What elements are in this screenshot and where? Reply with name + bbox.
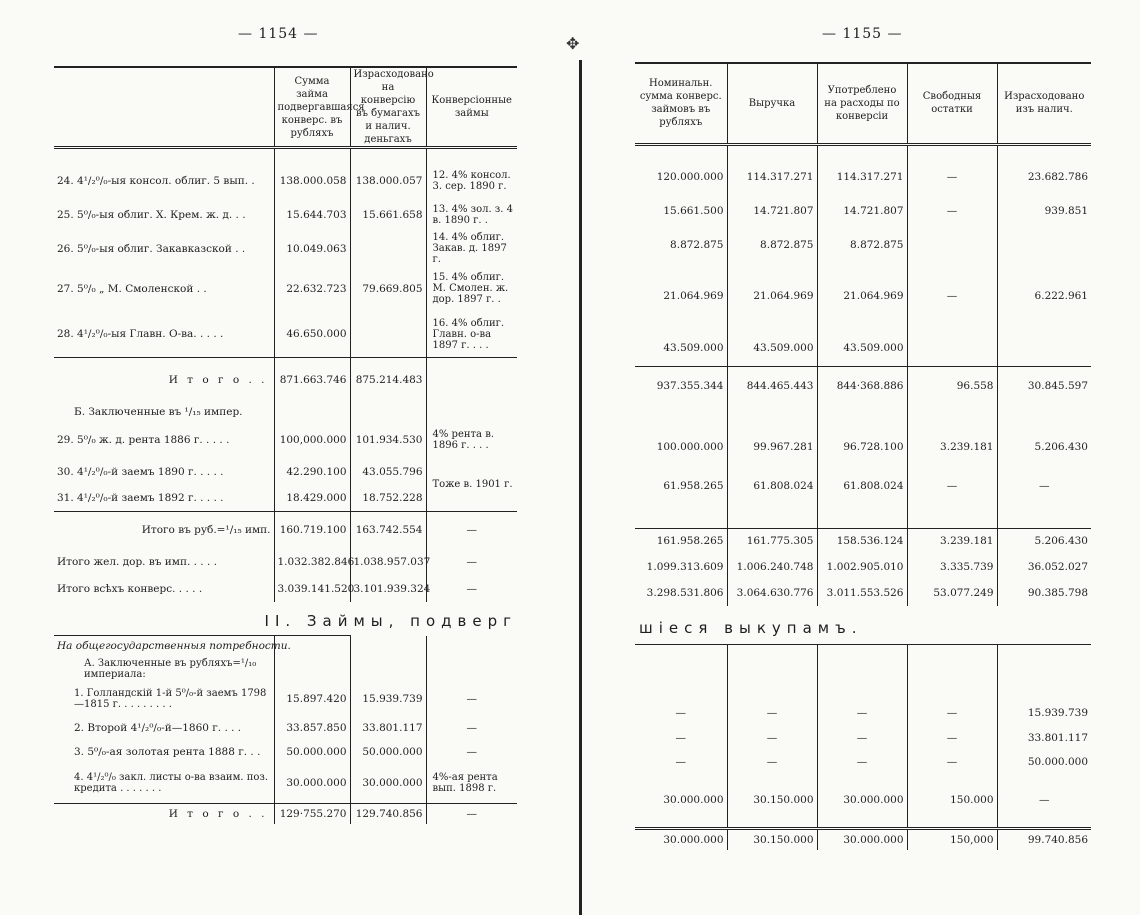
row-spent: 79.669.805 [350, 266, 426, 312]
section-a-title: А. Заключенные въ рубляхъ=¹/₁₀ империала: [84, 657, 257, 680]
cell-proceeds: 30.150.000 [727, 774, 817, 828]
table-row [54, 764, 517, 804]
right-header-1: Выручка [727, 63, 817, 144]
cell-proceeds: 61.808.024 [727, 468, 817, 504]
cell-proceeds: — [727, 750, 817, 774]
cell-used: 30.000.000 [817, 828, 907, 850]
total-conv: — [426, 804, 517, 824]
cell-nominal: 43.509.000 [663, 341, 724, 354]
total-amount: 3.039.141.520 [274, 576, 350, 602]
row-amount: 100,000.000 [274, 422, 350, 458]
table-row [54, 716, 517, 740]
table-row [635, 228, 1091, 262]
row-conv: 16. 4% облиг. Главн. о-ва 1897 г. . . . [426, 312, 517, 358]
cell-used: 8.872.875 [817, 228, 907, 262]
section-heading-right: шіеся выкупамъ. [639, 618, 863, 637]
section-subtitle: На общегосударственныя потребности. [54, 636, 274, 656]
row-amount: 42.290.100 [274, 458, 350, 486]
cell-free: 53.077.249 [907, 580, 997, 606]
cell-nominal: 3.298.531.806 [646, 587, 724, 599]
row-conv: 14. 4% облиг. Закав. д. 1897 г. [426, 232, 517, 266]
cell-cash: — [997, 468, 1091, 504]
cell-proceeds: 3.064.630.776 [727, 580, 817, 606]
table-row [54, 266, 517, 312]
cell-cash: 30.845.597 [997, 366, 1091, 406]
right-header-3: Свободныя остатки [907, 63, 997, 144]
cell-used: 844·368.886 [817, 366, 907, 406]
page-number-left: — 1154 — [238, 26, 319, 42]
book-spine [579, 60, 582, 915]
row-spent [350, 232, 426, 266]
cell-cash: 50.000.000 [997, 750, 1091, 774]
table-row [54, 422, 517, 458]
table-row [635, 330, 1091, 366]
left-header-0 [54, 67, 274, 148]
row-amount: 22.632.723 [274, 266, 350, 312]
cell-cash: 36.052.027 [997, 554, 1091, 580]
row-spent [350, 312, 426, 358]
total-row [635, 366, 1091, 406]
cell-used: 30.000.000 [817, 774, 907, 828]
cell-cash: 15.939.739 [997, 700, 1091, 726]
cell-nominal: 15.661.500 [663, 205, 724, 217]
cell-free [907, 330, 997, 366]
total-label: И т о г о . . [54, 804, 274, 824]
total-amount: 129·755.270 [274, 804, 350, 824]
row-spent: 15.939.739 [350, 682, 426, 716]
page-number-right: — 1155 — [822, 26, 903, 42]
row-spent: 18.752.228 [350, 486, 426, 512]
cell-used: 14.721.807 [817, 194, 907, 228]
row-label: 24. 4¹/₂⁰/₀-ыя консол. облиг. 5 вып. . [57, 174, 255, 187]
row-spent: 101.934.530 [350, 422, 426, 458]
cell-used: 43.509.000 [817, 330, 907, 366]
row-spent: 50.000.000 [350, 740, 426, 764]
row-label: 29. 5⁰/₀ ж. д. рента 1886 г. . . . . [57, 433, 230, 446]
spine-ornament-icon: ✥ [566, 34, 580, 53]
cell-free: — [907, 726, 997, 750]
total-row [635, 554, 1091, 580]
total-spent: 875.214.483 [350, 358, 426, 402]
row-label: 30. 4¹/₂⁰/₀-й заемъ 1890 г. . . . . [57, 465, 224, 478]
cell-free: 3.335.739 [907, 554, 997, 580]
row-label: 1. Голландскій 1-й 5⁰/₀-й заемъ 1798—1815 г. . . . . . . . . [74, 687, 267, 710]
cell-cash: 939.851 [997, 194, 1091, 228]
row-amount: 50.000.000 [274, 740, 350, 764]
table-row [635, 774, 1091, 828]
total-row [635, 580, 1091, 606]
cell-proceeds: 21.064.969 [727, 262, 817, 330]
cell-free: — [907, 160, 997, 194]
table-row [635, 262, 1091, 330]
total-label: И т о г о . . [54, 358, 274, 402]
total-conv: — [426, 576, 517, 602]
row-conv: Тоже в. 1901 г. [426, 458, 517, 512]
cell-cash: — [997, 774, 1091, 828]
cell-nominal: — [675, 707, 686, 719]
cell-nominal: — [675, 732, 686, 744]
right-header-2: Употреблено на расходы по конверсіи [817, 63, 907, 144]
cell-proceeds: — [727, 726, 817, 750]
left-header-1: Сумма займа подвергавшаяся конверс. въ рубляхъ [274, 67, 350, 148]
cell-free: 3.239.181 [907, 426, 997, 468]
cell-used: 3.011.553.526 [817, 580, 907, 606]
total-amount: 160.719.100 [274, 512, 350, 548]
table-row [635, 750, 1091, 774]
row-conv: 13. 4% зол. з. 4 в. 1890 г. . [426, 198, 517, 232]
cell-proceeds: 161.775.305 [727, 528, 817, 554]
table-row [54, 164, 517, 198]
table-row [54, 232, 517, 266]
table-row [54, 458, 517, 486]
cell-nominal: — [675, 756, 686, 768]
total-row [54, 576, 517, 602]
cell-nominal: 161.958.265 [635, 528, 727, 554]
cell-free: — [907, 262, 997, 330]
cell-proceeds: 8.872.875 [727, 228, 817, 262]
cell-nominal: 21.064.969 [663, 290, 724, 302]
cell-nominal: 120.000.000 [656, 171, 724, 183]
cell-proceeds: 114.317.271 [727, 160, 817, 194]
row-label: 25. 5⁰/₀-ыя облиг. Х. Крем. ж. д. . . [57, 208, 246, 221]
cell-used: 21.064.969 [817, 262, 907, 330]
row-conv: 4% рента в. 1896 г. . . . [426, 422, 517, 458]
total-spent: 129.740.856 [350, 804, 426, 824]
cell-used: 96.728.100 [817, 426, 907, 468]
cell-cash: 6.222.961 [997, 262, 1091, 330]
cell-free: 3.239.181 [907, 528, 997, 554]
cell-cash: 33.801.117 [997, 726, 1091, 750]
cell-used: — [817, 726, 907, 750]
total-row [54, 512, 517, 548]
cell-used: 1.002.905.010 [817, 554, 907, 580]
total-spent: 1.038.957.037 [350, 548, 426, 576]
cell-nominal: 30.000.000 [663, 794, 724, 807]
cell-used: — [817, 750, 907, 774]
cell-free [907, 228, 997, 262]
row-conv: — [426, 740, 517, 764]
total-conv: — [426, 512, 517, 548]
cell-used: — [817, 700, 907, 726]
row-conv: 12. 4% консол. 3. сер. 1890 г. [426, 164, 517, 198]
total-conv [426, 358, 517, 402]
row-amount: 15.897.420 [274, 682, 350, 716]
cell-proceeds: — [727, 700, 817, 726]
table-row [635, 726, 1091, 750]
table-row [54, 740, 517, 764]
table-row [54, 198, 517, 232]
cell-used: 114.317.271 [817, 160, 907, 194]
total-label: Итого въ руб.=¹/₁₅ имп. [54, 512, 274, 548]
row-label: 2. Второй 4¹/₂⁰/₀-й—1860 г. . . . [74, 721, 242, 734]
row-spent: 43.055.796 [350, 458, 426, 486]
right-table [635, 62, 1091, 850]
row-spent: 30.000.000 [350, 764, 426, 804]
row-amount: 10.049.063 [274, 232, 350, 266]
cell-used: 61.808.024 [817, 468, 907, 504]
cell-proceeds: 43.509.000 [727, 330, 817, 366]
row-label: 28. 4¹/₂⁰/₀-ыя Главн. О-ва. . . . . [57, 328, 224, 341]
row-label: 31. 4¹/₂⁰/₀-й заемъ 1892 г. . . . . [57, 492, 224, 505]
row-spent: 33.801.117 [350, 716, 426, 740]
cell-free: — [907, 750, 997, 774]
cell-free: — [907, 700, 997, 726]
cell-free: 150,000 [907, 828, 997, 850]
cell-cash: 99.740.856 [997, 828, 1091, 850]
row-amount: 46.650.000 [274, 312, 350, 358]
row-label: 4. 4¹/₂⁰/₀ закл. листы о-ва взаим. поз. кредита . . . . . . . [74, 772, 269, 795]
table-row [635, 700, 1091, 726]
cell-nominal: 937.355.344 [635, 366, 727, 406]
right-header-4: Израсходовано изъ налич. [997, 63, 1091, 144]
cell-cash [997, 330, 1091, 366]
row-spent: 138.000.057 [350, 164, 426, 198]
row-conv: 15. 4% облиг. М. Смолен. ж. дор. 1897 г. . [426, 266, 517, 312]
left-table [54, 66, 517, 824]
total-spent: 3.101.939.324 [350, 576, 426, 602]
section-heading-left: II. Займы, подверг [264, 612, 517, 631]
cell-nominal: 61.958.265 [663, 480, 724, 492]
left-page [0, 0, 565, 915]
total-conv: — [426, 548, 517, 576]
cell-proceeds: 14.721.807 [727, 194, 817, 228]
table-row [635, 426, 1091, 468]
total-row [54, 548, 517, 576]
left-header-3: Конверсіонные займы [426, 67, 517, 148]
cell-nominal: 8.872.875 [670, 239, 724, 251]
cell-cash: 23.682.786 [997, 160, 1091, 194]
row-conv: — [426, 682, 517, 716]
row-amount: 30.000.000 [274, 764, 350, 804]
right-page [590, 0, 1140, 915]
cell-proceeds: 99.967.281 [727, 426, 817, 468]
cell-free: 150.000 [907, 774, 997, 828]
cell-proceeds: 30.150.000 [727, 828, 817, 850]
cell-proceeds: 1.006.240.748 [727, 554, 817, 580]
row-label: 26. 5⁰/₀-ыя облиг. Закавказской . . [57, 242, 246, 255]
total-spent: 163.742.554 [350, 512, 426, 548]
right-header-0: Номинальн. сумма конверс. займовъ въ рубляхъ [635, 63, 727, 144]
cell-free: — [907, 194, 997, 228]
row-conv: 4%-ая рента вып. 1898 г. [426, 764, 517, 804]
row-label: 3. 5⁰/₀-ая золотая рента 1888 г. . . [74, 745, 261, 758]
section-b-title: Б. Заключенные въ ¹/₁₅ импер. [74, 405, 243, 418]
total-row [54, 358, 517, 402]
table-row [54, 312, 517, 358]
cell-cash: 90.385.798 [997, 580, 1091, 606]
cell-nominal: 30.000.000 [635, 828, 727, 850]
row-amount: 33.857.850 [274, 716, 350, 740]
table-row [635, 194, 1091, 228]
table-row [635, 468, 1091, 504]
row-conv: — [426, 716, 517, 740]
cell-free: 96.558 [907, 366, 997, 406]
table-row [635, 160, 1091, 194]
row-amount: 15.644.703 [274, 198, 350, 232]
table-row [54, 682, 517, 716]
total-amount: 1.032.382.846 [274, 548, 350, 576]
left-header-2: Израсходовано на конверсію въ бумагахъ и налич. деньгахъ [350, 67, 426, 148]
cell-nominal: 100.000.000 [656, 441, 724, 453]
cell-cash: 5.206.430 [997, 528, 1091, 554]
row-spent: 15.661.658 [350, 198, 426, 232]
cell-proceeds: 844.465.443 [727, 366, 817, 406]
total-row [54, 804, 517, 824]
total-row [635, 528, 1091, 554]
row-label: 27. 5⁰/₀ „ М. Смоленской . . [57, 282, 207, 295]
cell-used: 158.536.124 [817, 528, 907, 554]
cell-nominal: 1.099.313.609 [646, 561, 724, 573]
cell-free: — [907, 468, 997, 504]
total-label: Итого всѣхъ конверс. . . . . [57, 582, 203, 595]
total-label: Итого жел. дор. въ имп. . . . . [57, 555, 217, 568]
total-row [635, 828, 1091, 850]
row-amount: 138.000.058 [274, 164, 350, 198]
cell-cash [997, 228, 1091, 262]
cell-cash: 5.206.430 [997, 426, 1091, 468]
row-amount: 18.429.000 [274, 486, 350, 512]
total-amount: 871.663.746 [274, 358, 350, 402]
